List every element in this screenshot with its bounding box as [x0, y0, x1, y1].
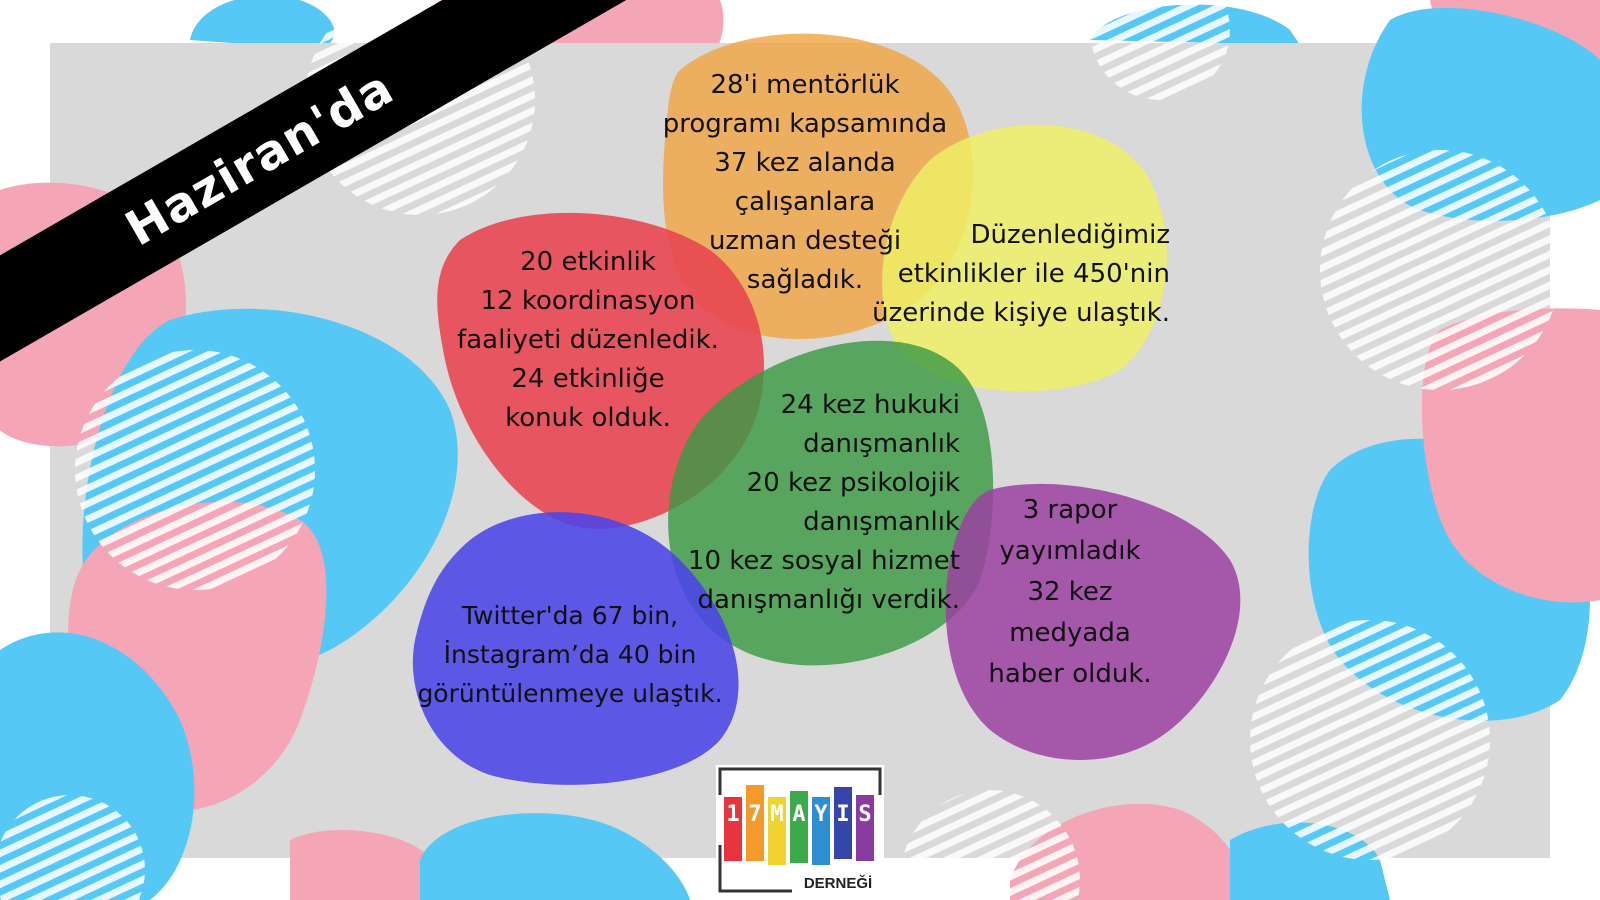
logo-letter: Y	[814, 802, 828, 827]
stat-line: İnstagram’da 40 bin	[443, 640, 697, 669]
stat-line: 24 kez hukuki	[780, 390, 960, 420]
media-stat	[945, 490, 1195, 695]
striped-circle	[1320, 150, 1560, 390]
stat-line: 37 kez alanda	[714, 148, 896, 178]
striped-circle	[75, 350, 315, 590]
logo-letter: A	[792, 802, 806, 827]
logo-letter: 1	[726, 802, 740, 827]
stat-line: danışmanlığı verdik.	[697, 585, 960, 615]
stat-line: Twitter'da 67 bin,	[461, 601, 679, 630]
stat-line: Düzenlediğimiz	[970, 220, 1170, 250]
stat-line: etkinlikler ile 450'nin	[897, 259, 1170, 289]
logo-letter: M	[770, 802, 784, 827]
banner-label: Haziran'da	[116, 59, 403, 258]
logo-letter: S	[858, 802, 872, 827]
stat-line: 20 kez psikolojik	[746, 468, 960, 498]
stat-line: danışmanlık	[803, 429, 960, 459]
stat-line: çalışanlara	[734, 187, 876, 217]
stat-line: 3 rapor	[1022, 495, 1118, 525]
stat-line: üzerinde kişiye ulaştık.	[872, 298, 1170, 328]
stat-line: 32 kez	[1027, 577, 1113, 607]
stat-line: 20 etkinlik	[520, 247, 656, 277]
stat-line: 28'i mentörlük	[710, 70, 900, 100]
stat-line: faaliyeti düzenledik.	[457, 325, 719, 355]
stat-line: 12 koordinasyon	[480, 286, 696, 316]
stat-line: sağladık.	[746, 265, 864, 295]
stat-line: yayımladık	[999, 536, 1141, 566]
striped-circle	[1250, 620, 1490, 860]
logo-label: DERNEĞİ	[803, 875, 873, 892]
logo-letter: 7	[748, 802, 762, 827]
events-reach-stat	[860, 216, 1170, 333]
stat-line: uzman desteği	[708, 226, 902, 256]
stat-line: görüntülenmeye ulaştık.	[417, 679, 723, 708]
stat-line: medyada	[1009, 618, 1131, 648]
stat-line: 10 kez sosyal hizmet	[687, 546, 960, 576]
stat-line: danışmanlık	[803, 507, 960, 537]
stat-line: programı kapsamında	[662, 109, 948, 139]
association-logo	[716, 765, 884, 895]
stat-line: 24 etkinliğe	[511, 364, 665, 394]
counseling-stat	[660, 386, 960, 620]
logo-letter: I	[836, 802, 850, 827]
social-media-stat	[405, 596, 735, 713]
stat-line: konuk olduk.	[505, 403, 671, 433]
stat-line: haber olduk.	[988, 659, 1152, 689]
